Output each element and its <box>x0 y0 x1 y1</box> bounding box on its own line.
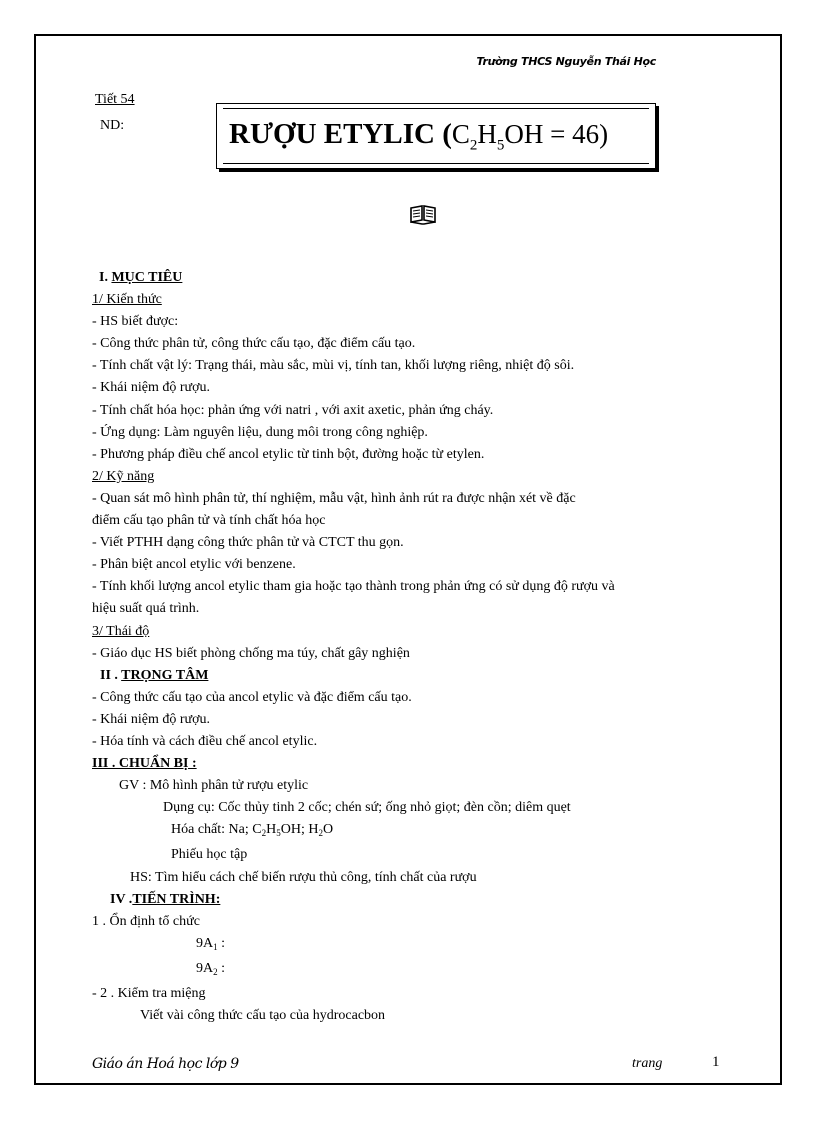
list-item: điểm cấu tạo phân tử và tính chất hóa học <box>92 513 326 529</box>
list-item: - Phân biệt ancol etylic với benzene. <box>92 557 296 573</box>
formula-sub-h: 5 <box>496 137 505 154</box>
list-item: - Công thức cấu tạo của ancol etylic và đặc điểm cấu tạo. <box>92 689 412 705</box>
class-9a1: $9A_1$ : <box>196 935 226 952</box>
list-item: - Tính chất vật lý: Trạng thái, màu sắc, mùi vị, tính tan, khối lượng riêng, nhiệt độ sôi. <box>92 358 575 374</box>
list-item: hiệu suất quá trình. <box>92 601 200 617</box>
class-9a2: $9A_2$ : <box>196 960 226 977</box>
section4-heading: IV .TIẾN TRÌNH: <box>110 891 221 907</box>
footer-course: Giáo án Hoá học lớp 9 <box>92 1056 239 1072</box>
sub-attitude: 3/ Thái độ <box>92 623 150 639</box>
formula-rest: OH = 46) <box>504 119 609 149</box>
list-item: - Viết PTHH dạng công thức phân tử và CTCT thu gọn. <box>92 535 404 551</box>
sub-skills: 2/ Kỹ năng <box>92 468 155 484</box>
school-name: Trường THCS Nguyễn Thái Học <box>476 55 656 68</box>
list-item: - Giáo dục HS biết phòng chống ma túy, chất gây nghiện <box>92 645 410 661</box>
nd-label: ND: <box>100 118 125 133</box>
list-item: - Ứng dụng: Làm nguyên liệu, dung môi trong công nghiệp. <box>92 424 428 440</box>
title-formula <box>451 119 609 154</box>
dungcu-line: Dụng cụ: Cốc thủy tinh 2 cốc; chén sứ; ống nhỏ giọt; đèn cồn; diêm quẹt <box>163 800 571 816</box>
title-rule-bottom <box>223 163 649 164</box>
phieu-line: Phiếu học tập <box>171 847 248 863</box>
section2-heading: II . TRỌNG TÂM <box>100 667 209 683</box>
list-item: - Quan sát mô hình phân tử, thí nghiệm, mẫu vật, hình ảnh rút ra được nhận xét về đặc <box>92 490 576 506</box>
step-2-detail: Viết vài công thức cấu tạo của hydrocacbon <box>140 1008 386 1024</box>
title-box <box>216 103 656 169</box>
step-2: - 2 . Kiểm tra miệng <box>92 986 206 1001</box>
list-item: - Tính chất hóa học: phản ứng với natri , với axit axetic, phản ứng cháy. <box>92 402 494 418</box>
hoachat-line: Hóa chất: Na; $C_2H_5OH$; $H_2O$ <box>171 822 334 839</box>
title-main: RƯỢU ETYLIC ( <box>229 118 452 150</box>
list-item: - HS biết được: <box>92 314 179 330</box>
section3-heading: III . CHUẨN BỊ : <box>92 756 197 772</box>
book-icon <box>410 205 436 225</box>
title-rule-top <box>223 108 649 109</box>
page-title <box>229 118 608 154</box>
footer-page-number: 1 <box>712 1054 720 1070</box>
gv-line: GV : Mô hình phân tử rượu etylic <box>119 778 309 794</box>
lesson-number: Tiết 54 <box>95 92 135 107</box>
list-item: - Khái niệm độ rượu. <box>92 711 211 727</box>
formula-h: H <box>477 119 497 149</box>
formula-c: C <box>451 119 470 149</box>
hs-line: HS: Tìm hiểu cách chế biến rượu thủ công, tính chất của rượu <box>130 869 477 885</box>
section1-heading: I. MỤC TIÊU <box>99 270 183 285</box>
footer-page-label: trang <box>632 1056 663 1071</box>
list-item: - Khái niệm độ rượu. <box>92 380 211 396</box>
list-item: - Hóa tính và cách điều chế ancol etylic. <box>92 733 318 749</box>
list-item: - Tính khối lượng ancol etylic tham gia hoặc tạo thành trong phản ứng có sử dụng độ rượu và <box>92 579 615 595</box>
list-item: - Phương pháp điều chế ancol etylic từ tinh bột, đường hoặc từ etylen. <box>92 446 485 462</box>
content <box>92 267 732 1027</box>
step-1: 1 . Ổn định tổ chức <box>92 913 200 929</box>
formula-sub-c: 2 <box>469 137 478 154</box>
list-item: - Công thức phân tử, công thức cấu tạo, đặc điểm cấu tạo. <box>92 336 416 352</box>
sub-knowledge: 1/ Kiến thức <box>92 292 162 308</box>
